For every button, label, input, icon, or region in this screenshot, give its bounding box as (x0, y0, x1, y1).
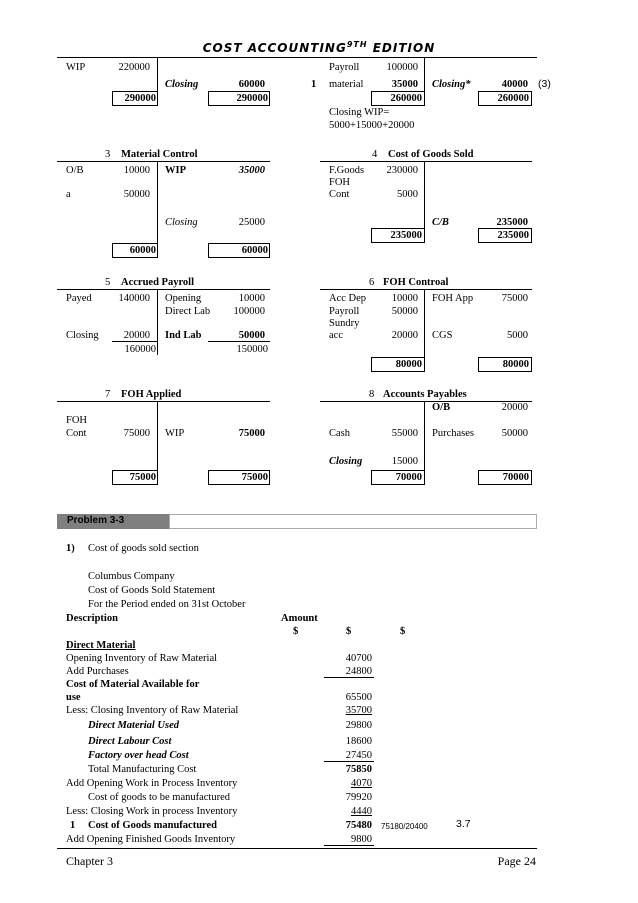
t3-number: 3 (105, 149, 111, 160)
t5-total-left-rule (112, 341, 158, 342)
col-description: Description (66, 613, 118, 624)
t7-foh-value: 75000 (123, 428, 150, 439)
row-dm-used-value: 29800 (345, 720, 372, 731)
page-header (0, 40, 638, 55)
t2-total-right: 260000 (497, 93, 529, 104)
row-to-be-mfg-label: Cost of goods to be manufactured (88, 792, 231, 803)
t5-opening-value: 10000 (238, 293, 265, 304)
statement-title: Cost of Goods Sold Statement (88, 585, 216, 596)
t8-closing-label: Closing (329, 456, 363, 467)
t8-ob-label: O/B (432, 402, 451, 413)
t8-cash-value: 55000 (391, 428, 418, 439)
t5-number: 5 (105, 277, 111, 288)
t6-cgs-value: 5000 (507, 330, 528, 341)
t2-note-1: Closing WIP= (329, 107, 390, 118)
row-foh-cost-label: Factory over head Cost (88, 750, 189, 761)
t2-closing-value: 40000 (501, 79, 528, 90)
t7-title: FOH Applied (121, 389, 182, 400)
t4-foh-label-2: Cont (329, 189, 350, 200)
t2-number: 1 (311, 79, 317, 90)
t3-ob-value: 10000 (123, 165, 150, 176)
row-cgm-label: Cost of Goods manufactured (88, 820, 218, 831)
footer-page-number: Page 24 (497, 854, 536, 868)
row-opening-wip-value: 4070 (351, 778, 372, 789)
row-purchases-rule (324, 677, 374, 678)
t5-title: Accrued Payroll (121, 277, 194, 288)
row-to-be-mfg-value: 79920 (345, 792, 372, 803)
row-opening-fg-label: Add Opening Finished Goods Inventory (66, 834, 236, 845)
row-cgm-ref: 3.7 (456, 818, 471, 830)
t1-closing-value: 60000 (238, 79, 265, 90)
currency-3: $ (400, 626, 406, 637)
col-amount: Amount (281, 613, 318, 624)
header-rule (57, 57, 537, 58)
t4-foh-value: 5000 (397, 189, 418, 200)
t2-ref: (3) (538, 78, 551, 90)
t8-purchases-label: Purchases (432, 428, 474, 439)
t6-top-rule (320, 289, 532, 290)
t8-title: Accounts Payables (383, 389, 467, 400)
row-purchases-label: Add Purchases (66, 666, 129, 677)
problem-heading-bar-rest (169, 514, 537, 529)
footer-rule (57, 848, 537, 849)
row-available-label-1: Cost of Material Available for (66, 679, 200, 690)
t8-total-right: 70000 (502, 472, 529, 483)
t6-payroll-label: Payroll (329, 306, 360, 317)
problem-item-number: 1) (66, 543, 75, 554)
t6-cgs-label: CGS (432, 330, 453, 341)
t5-closing-label: Closing (66, 330, 99, 341)
t4-fgoods-label: F.Goods (329, 165, 365, 176)
t4-cb-value: 235000 (496, 217, 528, 228)
currency-2: $ (346, 626, 352, 637)
t5-top-rule (57, 289, 270, 290)
t1-wip-label: WIP (66, 62, 86, 73)
t8-number: 8 (369, 389, 375, 400)
row-foh-cost-rule (324, 761, 374, 762)
currency-1: $ (293, 626, 299, 637)
t1-closing-label: Closing (165, 79, 199, 90)
t6-fohapp-label: FOH App (432, 293, 474, 304)
t8-closing-value: 15000 (391, 456, 418, 467)
t3-wip-value: 35000 (238, 165, 265, 176)
footer-chapter: Chapter 3 (66, 854, 113, 868)
t3-closing-value: 25000 (238, 217, 265, 228)
t8-total-left: 70000 (395, 472, 422, 483)
problem-heading-bar (57, 514, 169, 529)
t5-payed-value: 140000 (118, 293, 150, 304)
statement-period: For the Period ended on 31st October (88, 599, 246, 610)
header-title: COST ACCOUNTING (202, 41, 347, 55)
t4-foh-label-1: FOH (329, 177, 351, 188)
t2-payroll-label: Payroll (329, 62, 360, 73)
row-opening-wip-label: Add Opening Work in Process Inventory (66, 778, 238, 789)
row-dl-cost-label: Direct Labour Cost (88, 736, 172, 747)
t2-material-label: material (329, 79, 364, 90)
t6-accdep-label: Acc Dep (329, 293, 367, 304)
row-dl-cost-value: 18600 (345, 736, 372, 747)
row-dm-used-label: Direct Material Used (88, 720, 179, 731)
t6-payroll-value: 50000 (391, 306, 418, 317)
t7-foh-label-2: Cont (66, 428, 87, 439)
t3-a-label: a (66, 189, 71, 200)
t4-fgoods-value: 230000 (386, 165, 418, 176)
t7-total-left: 75000 (129, 472, 156, 483)
t5-indlab-value: 50000 (238, 330, 265, 341)
row-purchases-value: 24800 (345, 666, 372, 677)
company-name: Columbus Company (88, 571, 175, 582)
t4-total-right: 235000 (497, 230, 529, 241)
t6-total-right: 80000 (502, 359, 529, 370)
t6-total-left: 80000 (395, 359, 422, 370)
t3-top-rule (57, 161, 270, 162)
row-closing-wip-label: Less: Closing Work in process Inventory (66, 806, 238, 817)
row-direct-material: Direct Material (66, 640, 136, 651)
row-cgm-value: 75480 (345, 820, 372, 831)
t1-total-left: 290000 (124, 93, 156, 104)
t2-payroll-value: 100000 (386, 62, 418, 73)
row-foh-cost-value: 27450 (345, 750, 372, 761)
row-opening-fg-value: 9800 (351, 834, 372, 845)
t3-total-right: 60000 (241, 245, 268, 256)
header-suffix: EDITION (367, 41, 436, 55)
t4-top-rule (320, 161, 532, 162)
t6-title: FOH Controal (383, 277, 449, 288)
t5-divider (157, 289, 158, 355)
row-total-mfg-label: Total Manufacturing Cost (88, 764, 197, 775)
header-sup: 9TH (346, 40, 368, 49)
t8-cash-label: Cash (329, 428, 350, 439)
row-available-value: 65500 (345, 692, 372, 703)
t6-sundry-label-2: acc (329, 330, 343, 341)
t5-indlab-label: Ind Lab (165, 330, 202, 341)
t7-wip-label: WIP (165, 428, 185, 439)
t7-number: 7 (105, 389, 111, 400)
t7-top-rule (57, 401, 270, 402)
row-closing-raw-value: 35700 (345, 705, 372, 716)
t5-closing-value: 20000 (123, 330, 150, 341)
row-opening-fg-rule (324, 845, 374, 846)
t7-foh-label-1: FOH (66, 415, 88, 426)
t3-ob-label: O/B (66, 165, 84, 176)
t6-number: 6 (369, 277, 375, 288)
t3-title: Material Control (121, 149, 198, 160)
t2-note-2: 5000+15000+20000 (329, 120, 415, 131)
row-total-mfg-value: 75850 (345, 764, 372, 775)
t7-total-right: 75000 (241, 472, 268, 483)
t7-wip-value: 75000 (238, 428, 265, 439)
t8-ob-value: 20000 (501, 402, 528, 413)
t6-accdep-value: 10000 (391, 293, 418, 304)
t5-total-left: 160000 (124, 344, 156, 355)
row-closing-wip-value: 4440 (351, 806, 372, 817)
problem-heading: Problem 3-3 (67, 515, 125, 526)
row-cgm-number: 1 (70, 820, 76, 831)
row-closing-raw-label: Less: Closing Inventory of Raw Material (66, 705, 239, 716)
t3-closing-label: Closing (165, 217, 198, 228)
t2-closing-label: Closing* (432, 79, 471, 90)
t5-total-right-rule (208, 341, 270, 342)
t5-total-right: 150000 (236, 344, 268, 355)
t1-total-right: 290000 (236, 93, 268, 104)
t6-sundry-value: 20000 (391, 330, 418, 341)
t4-total-left: 235000 (390, 230, 422, 241)
row-opening-raw-value: 40700 (345, 653, 372, 664)
t3-a-value: 50000 (123, 189, 150, 200)
t1-wip-value: 220000 (118, 62, 150, 73)
t2-total-left: 260000 (390, 93, 422, 104)
t5-directlab-value: 100000 (233, 306, 265, 317)
t4-cb-label: C/B (432, 217, 449, 228)
t5-directlab-label: Direct Lab (165, 306, 211, 317)
t4-title: Cost of Goods Sold (388, 149, 474, 160)
problem-item-text: Cost of goods sold section (88, 543, 199, 554)
t8-purchases-value: 50000 (501, 428, 528, 439)
t3-wip-label: WIP (165, 165, 186, 176)
t6-fohapp-value: 75000 (501, 293, 528, 304)
t5-payed-label: Payed (66, 293, 92, 304)
row-cgm-note: 75180/20400 (381, 822, 428, 831)
row-opening-raw-label: Opening Inventory of Raw Material (66, 653, 218, 664)
t5-opening-label: Opening (165, 293, 202, 304)
t3-total-left: 60000 (129, 245, 156, 256)
t6-sundry-label-1: Sundry (329, 318, 360, 329)
t4-number: 4 (372, 149, 378, 160)
t2-material-value: 35000 (391, 79, 418, 90)
row-available-label-2: use (66, 692, 81, 703)
